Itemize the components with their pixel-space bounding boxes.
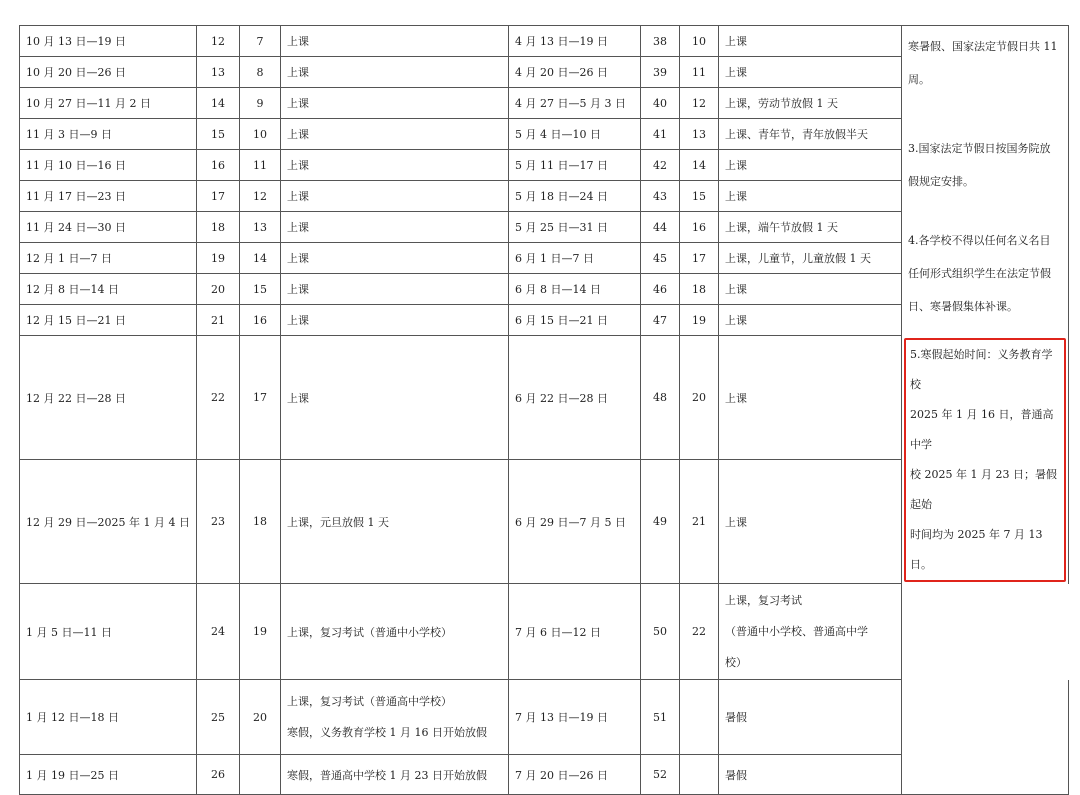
week-range: 12 月 1 日—7 日 [20, 243, 197, 274]
teaching-week: 7 [239, 26, 280, 57]
note-line: 假规定安排。 [907, 175, 974, 188]
teaching-week-2 [679, 755, 718, 795]
teaching-week-2: 10 [679, 26, 718, 57]
week-number: 21 [196, 305, 239, 336]
week-number: 26 [196, 755, 239, 795]
week-number: 12 [196, 26, 239, 57]
teaching-week: 13 [239, 212, 280, 243]
note-line: 周。 [907, 73, 930, 86]
week-number: 24 [196, 584, 239, 680]
teaching-week-2: 19 [679, 305, 718, 336]
teaching-week: 19 [239, 584, 280, 680]
week-number-2: 46 [640, 274, 679, 305]
teaching-week-2: 22 [679, 584, 718, 680]
activity: 上课，复习考试（普通中小学校） [280, 584, 508, 680]
week-range-2: 6 月 29 日—7 月 5 日 [508, 460, 640, 584]
activity: 上课 [280, 336, 508, 460]
week-number-2: 39 [640, 57, 679, 88]
week-range: 1 月 5 日—11 日 [20, 584, 197, 680]
week-range-2: 6 月 15 日—21 日 [508, 305, 640, 336]
activity: 上课 [280, 181, 508, 212]
teaching-week-2: 17 [679, 243, 718, 274]
note-line: 日、寒暑假集体补课。 [907, 300, 1018, 313]
teaching-week: 17 [239, 336, 280, 460]
week-number-2: 41 [640, 119, 679, 150]
week-number-2: 52 [640, 755, 679, 795]
week-number-2: 43 [640, 181, 679, 212]
activity-2-line: （普通中小学校、普通高中学 [724, 625, 868, 638]
week-range: 11 月 17 日—23 日 [20, 181, 197, 212]
teaching-week: 20 [239, 680, 280, 755]
note-line: 2025 年 1 月 16 日，普通高中学 [909, 407, 1054, 451]
activity: 寒假，普通高中学校 1 月 23 日开始放假 [280, 755, 508, 795]
table-row [20, 680, 1069, 755]
table-row [20, 212, 1069, 243]
week-range: 1 月 12 日—18 日 [20, 680, 197, 755]
activity: 上课 [280, 243, 508, 274]
week-number-2: 48 [640, 336, 679, 460]
teaching-week-2: 11 [679, 57, 718, 88]
table-row [20, 26, 1069, 57]
note-blank [901, 680, 1068, 795]
week-number-2: 44 [640, 212, 679, 243]
week-range-2: 5 月 11 日—17 日 [508, 150, 640, 181]
teaching-week [239, 755, 280, 795]
week-number-2: 49 [640, 460, 679, 584]
week-number: 13 [196, 57, 239, 88]
teaching-week-2: 16 [679, 212, 718, 243]
week-range: 10 月 20 日—26 日 [20, 57, 197, 88]
note-2 [901, 26, 1068, 119]
activity-2: 上课 [718, 26, 901, 57]
table-row [20, 584, 1069, 680]
teaching-week-2: 20 [679, 336, 718, 460]
note-3 [901, 119, 1068, 212]
week-range: 12 月 8 日—14 日 [20, 274, 197, 305]
activity: 上课 [280, 26, 508, 57]
week-number: 19 [196, 243, 239, 274]
week-range-2: 7 月 13 日—19 日 [508, 680, 640, 755]
week-range-2: 6 月 8 日—14 日 [508, 274, 640, 305]
week-range-2: 6 月 1 日—7 日 [508, 243, 640, 274]
note-line: 4.各学校不得以任何名义名目 [907, 234, 1051, 247]
week-range: 10 月 13 日—19 日 [20, 26, 197, 57]
week-range: 10 月 27 日—11 月 2 日 [20, 88, 197, 119]
activity: 上课 [280, 305, 508, 336]
week-range-2: 7 月 20 日—26 日 [508, 755, 640, 795]
note-line: 校 2025 年 1 月 23 日；暑假起始 [909, 467, 1057, 511]
activity-2: 上课，劳动节放假 1 天 [718, 88, 901, 119]
activity-2: 上课 [718, 336, 901, 460]
activity-2: 暑假 [718, 680, 901, 755]
week-range: 11 月 24 日—30 日 [20, 212, 197, 243]
week-number: 22 [196, 336, 239, 460]
teaching-week: 16 [239, 305, 280, 336]
activity-2-line: 校） [724, 656, 747, 669]
teaching-week-2 [679, 680, 718, 755]
activity: 上课 [280, 150, 508, 181]
week-range: 11 月 10 日—16 日 [20, 150, 197, 181]
teaching-week-2: 14 [679, 150, 718, 181]
week-range-2: 5 月 18 日—24 日 [508, 181, 640, 212]
activity: 上课，元旦放假 1 天 [280, 460, 508, 584]
week-range: 12 月 22 日—28 日 [20, 336, 197, 460]
teaching-week: 14 [239, 243, 280, 274]
week-number: 18 [196, 212, 239, 243]
activity-2: 上课 [718, 181, 901, 212]
note-line: 3.国家法定节假日按国务院放 [907, 142, 1051, 155]
teaching-week: 10 [239, 119, 280, 150]
week-number-2: 40 [640, 88, 679, 119]
activity: 上课 [280, 274, 508, 305]
note-5 [901, 336, 1068, 584]
week-range: 1 月 19 日—25 日 [20, 755, 197, 795]
teaching-week: 15 [239, 274, 280, 305]
week-number: 15 [196, 119, 239, 150]
teaching-week: 8 [239, 57, 280, 88]
week-number: 14 [196, 88, 239, 119]
activity-2-line: 上课，复习考试 [724, 594, 802, 607]
week-number-2: 47 [640, 305, 679, 336]
week-range: 12 月 29 日—2025 年 1 月 4 日 [20, 460, 197, 584]
activity-2: 上课 [718, 460, 901, 584]
activity: 上课 [280, 57, 508, 88]
week-number: 17 [196, 181, 239, 212]
highlight-box [904, 338, 1066, 582]
note-line: 5.寒假起始时间：义务教育学校 [909, 347, 1053, 391]
week-number-2: 42 [640, 150, 679, 181]
teaching-week: 9 [239, 88, 280, 119]
activity: 上课 [280, 88, 508, 119]
week-range-2: 4 月 27 日—5 月 3 日 [508, 88, 640, 119]
activity-2 [718, 584, 901, 680]
note-line: 任何形式组织学生在法定节假 [907, 267, 1051, 280]
activity-2: 暑假 [718, 755, 901, 795]
calendar-table-wrap [19, 25, 1069, 795]
activity-2: 上课 [718, 150, 901, 181]
teaching-week: 18 [239, 460, 280, 584]
table-row [20, 119, 1069, 150]
teaching-week-2: 15 [679, 181, 718, 212]
note-4 [901, 212, 1068, 336]
activity: 上课 [280, 212, 508, 243]
week-number: 23 [196, 460, 239, 584]
activity-2: 上课 [718, 274, 901, 305]
week-number-2: 38 [640, 26, 679, 57]
note-line: 时间均为 2025 年 7 月 13 日。 [909, 527, 1043, 571]
week-range-2: 5 月 25 日—31 日 [508, 212, 640, 243]
note-line: 寒暑假、国家法定节假日共 11 [907, 40, 1058, 53]
activity-2: 上课，儿童节，儿童放假 1 天 [718, 243, 901, 274]
week-range-2: 7 月 6 日—12 日 [508, 584, 640, 680]
teaching-week-2: 21 [679, 460, 718, 584]
activity-2: 上课 [718, 57, 901, 88]
activity-line: 上课，复习考试（普通高中学校） [286, 695, 452, 708]
teaching-week-2: 13 [679, 119, 718, 150]
week-range-2: 5 月 4 日—10 日 [508, 119, 640, 150]
school-calendar-table [19, 25, 1069, 795]
activity: 上课 [280, 119, 508, 150]
table-body [20, 26, 1069, 584]
activity-2: 上课 [718, 305, 901, 336]
table-row [20, 336, 1069, 460]
teaching-week: 11 [239, 150, 280, 181]
week-number: 16 [196, 150, 239, 181]
week-number: 25 [196, 680, 239, 755]
week-range-2: 4 月 20 日—26 日 [508, 57, 640, 88]
activity [280, 680, 508, 755]
week-number-2: 45 [640, 243, 679, 274]
week-number-2: 51 [640, 680, 679, 755]
teaching-week-2: 12 [679, 88, 718, 119]
activity-2: 上课、青年节，青年放假半天 [718, 119, 901, 150]
week-range: 11 月 3 日—9 日 [20, 119, 197, 150]
week-range: 12 月 15 日—21 日 [20, 305, 197, 336]
teaching-week: 12 [239, 181, 280, 212]
week-number: 20 [196, 274, 239, 305]
week-number-2: 50 [640, 584, 679, 680]
week-range-2: 6 月 22 日—28 日 [508, 336, 640, 460]
table-body-tail [20, 584, 1069, 795]
teaching-week-2: 18 [679, 274, 718, 305]
activity-line: 寒假，义务教育学校 1 月 16 日开始放假 [286, 726, 487, 739]
activity-2: 上课，端午节放假 1 天 [718, 212, 901, 243]
week-range-2: 4 月 13 日—19 日 [508, 26, 640, 57]
